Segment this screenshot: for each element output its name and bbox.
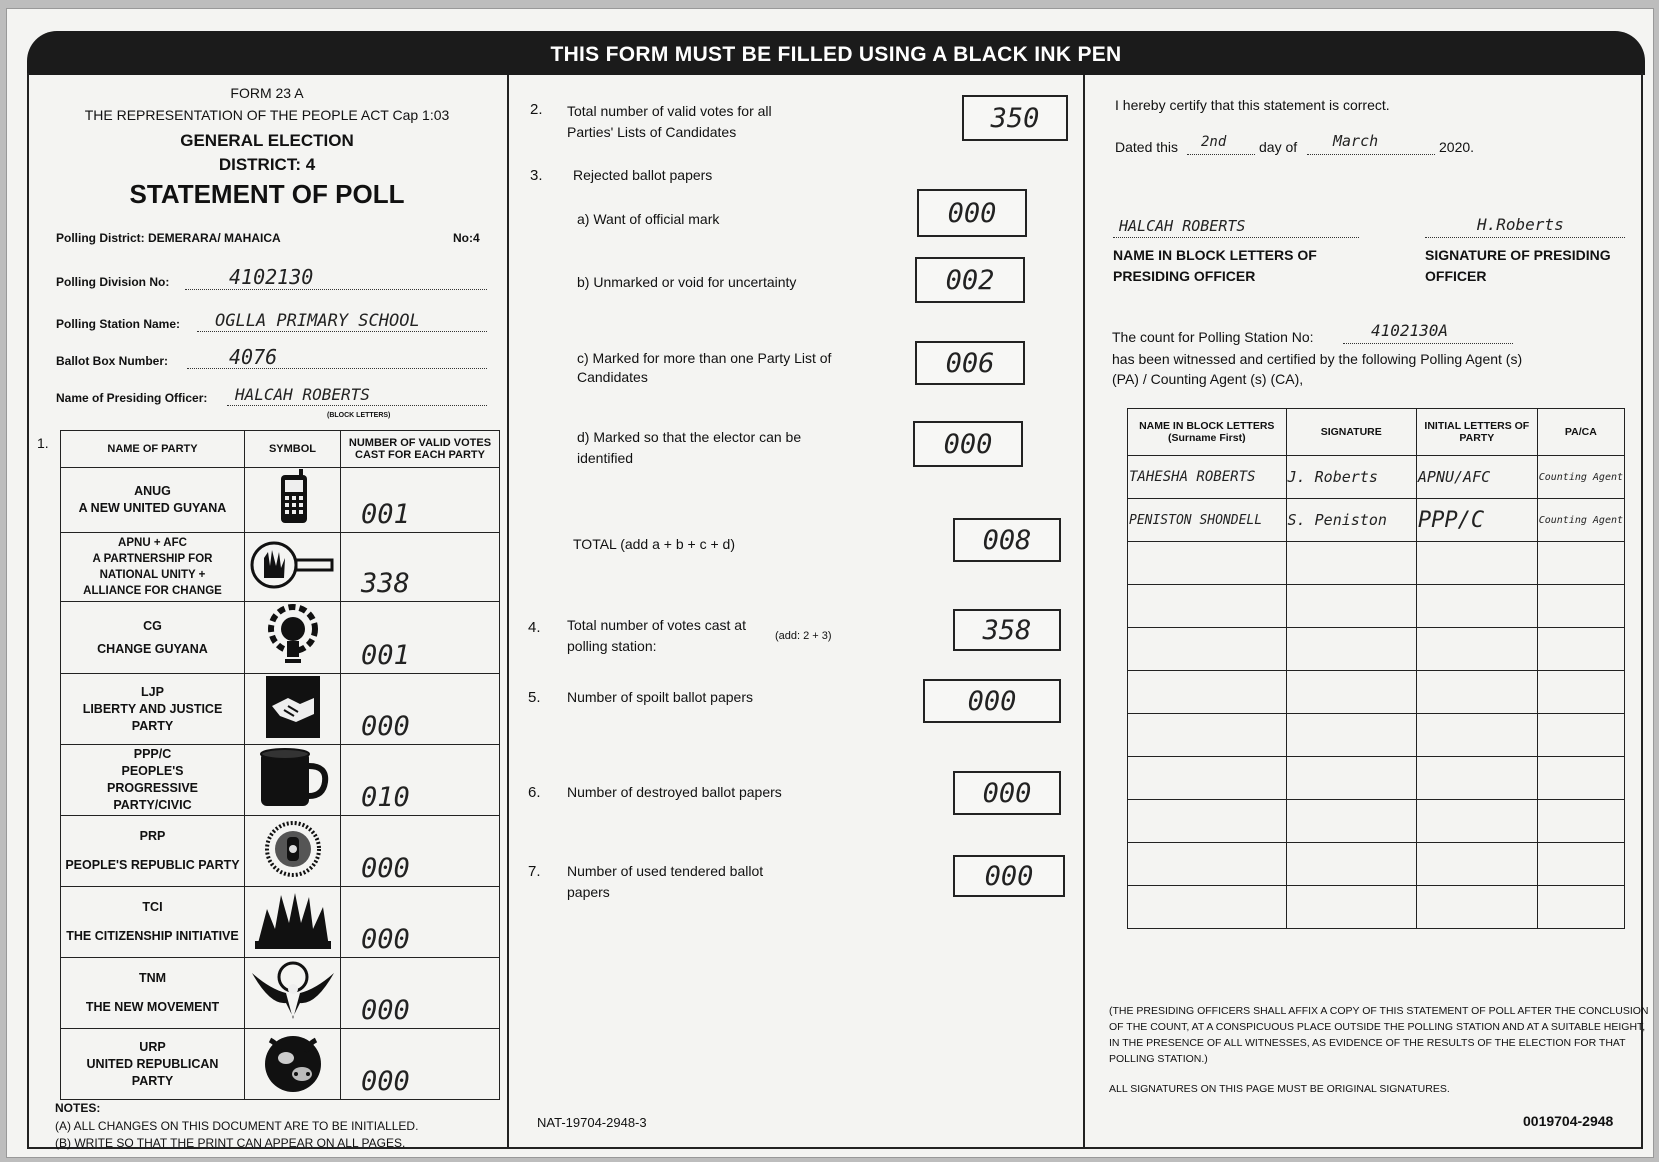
leaf-burst-icon — [245, 887, 341, 958]
statement-of-poll-sheet — [6, 8, 1654, 1158]
item-7-label: Number of used tendered ballot papers — [567, 863, 764, 900]
party-row — [61, 887, 500, 958]
rejected-b-value: 002 — [915, 257, 1025, 303]
item-6-number: 6. — [528, 784, 541, 801]
item-4-label: Total number of votes cast at polling station: — [567, 617, 746, 654]
rejected-a-label: a) Want of official mark — [577, 211, 720, 227]
item-3-label: Rejected ballot papers — [573, 167, 713, 183]
count-station-value: 4102130A — [1371, 321, 1449, 340]
rejected-c-value: 006 — [915, 341, 1025, 385]
party-votes: 000 — [361, 853, 410, 884]
rejected-c-label: c) Marked for more than one Party List of Candidates — [577, 350, 832, 385]
party-votes: 001 — [361, 640, 410, 671]
certify-statement: I hereby certify that this statement is correct. — [1115, 97, 1390, 113]
party-abbr: ANUG — [134, 484, 171, 498]
item-2-label: Total number of valid votes for all Parties' Lists of Candidates — [567, 103, 772, 140]
header-party-name: NAME OF PARTY — [61, 431, 245, 468]
party-row — [61, 816, 500, 887]
agent-row-empty — [1128, 671, 1625, 714]
agent-role: Counting Agent — [1537, 499, 1624, 542]
header-agent-role: PA/CA — [1537, 409, 1624, 456]
party-votes: 010 — [361, 782, 410, 813]
handshake-icon — [245, 674, 341, 745]
header-agent-name: NAME IN BLOCK LETTERS (Surname First) — [1128, 409, 1287, 456]
party-row — [61, 468, 500, 533]
party-votes: 000 — [361, 995, 410, 1026]
lightbulb-icon — [245, 602, 341, 674]
agent-row-empty — [1128, 628, 1625, 671]
election-type: GENERAL ELECTION — [180, 131, 354, 150]
section-1-number: 1. — [37, 435, 49, 451]
agent-row-empty — [1128, 843, 1625, 886]
document-reference: NAT-19704-2948-3 — [537, 1115, 647, 1130]
officer-name-label: NAME IN BLOCK LETTERS OF PRESIDING OFFICER — [1113, 247, 1317, 284]
cow-icon — [245, 1029, 341, 1100]
agent-party: APNU/AFC — [1416, 456, 1537, 499]
ballot-box-value: 4076 — [229, 345, 278, 369]
item-5-value: 000 — [923, 679, 1061, 723]
agent-signature: S. Peniston — [1286, 499, 1416, 542]
item-6-label: Number of destroyed ballot papers — [567, 784, 782, 800]
agent-row-empty — [1128, 757, 1625, 800]
lantern-sun-icon — [245, 816, 341, 887]
presiding-officer-label: Name of Presiding Officer: — [56, 391, 208, 405]
officer-signature-label: SIGNATURE OF PRESIDING OFFICER — [1425, 247, 1611, 284]
agents-table — [1127, 408, 1625, 929]
item-4-number: 4. — [528, 619, 541, 636]
dated-this-label: Dated this — [1115, 139, 1179, 155]
item-4-hint: (add: 2 + 3) — [775, 630, 832, 642]
form-number: FORM 23 A — [230, 85, 304, 101]
item-5-number: 5. — [528, 689, 541, 706]
party-name: THE NEW MOVEMENT — [85, 1000, 220, 1014]
note-a: (A) ALL CHANGES ON THIS DOCUMENT ARE TO BE INITIALLED. — [55, 1119, 419, 1133]
date-day: 2nd — [1201, 134, 1227, 150]
item-7-value: 000 — [953, 855, 1065, 897]
officer-signature-value: H.Roberts — [1477, 215, 1564, 234]
column-divider-left — [507, 75, 509, 1147]
party-name: UNITED REPUBLICAN PARTY — [86, 1056, 219, 1088]
header-valid-votes: NUMBER OF VALID VOTES CAST FOR EACH PARTY — [341, 431, 500, 468]
agent-row — [1128, 499, 1625, 542]
date-year: 2020. — [1439, 139, 1475, 155]
party-row — [61, 958, 500, 1029]
block-letters-note: (BLOCK LETTERS) — [327, 412, 391, 419]
rejected-a-value: 000 — [917, 189, 1027, 237]
party-abbr: TNM — [138, 971, 167, 985]
party-abbr: TCI — [142, 900, 163, 914]
party-row — [61, 745, 500, 816]
header-symbol: SYMBOL — [245, 431, 341, 468]
item-5-label: Number of spoilt ballot papers — [567, 689, 753, 705]
party-row — [61, 1029, 500, 1100]
item-2-number: 2. — [530, 101, 543, 118]
party-name: LIBERTY AND JUSTICE PARTY — [82, 701, 223, 733]
rejected-b-label: b) Unmarked or void for uncertainty — [577, 274, 797, 290]
rejected-total-label: TOTAL (add a + b + c + d) — [573, 536, 735, 552]
item-7-number: 7. — [528, 863, 541, 880]
polling-division-label: Polling Division No: — [56, 275, 170, 289]
party-abbr: PPP/C — [133, 747, 172, 761]
item-3-number: 3. — [530, 167, 543, 184]
original-signatures-note: ALL SIGNATURES ON THIS PAGE MUST BE ORIGINAL SIGNATURES. — [1109, 1083, 1450, 1095]
item-2-value: 350 — [962, 95, 1068, 141]
party-abbr: URP — [139, 1039, 166, 1054]
header-agent-signature: SIGNATURE — [1286, 409, 1416, 456]
party-votes: 000 — [361, 711, 410, 742]
party-abbr: APNU + AFC — [118, 537, 187, 549]
column-divider-right — [1083, 75, 1085, 1147]
agent-role: Counting Agent — [1537, 456, 1624, 499]
party-votes-table — [60, 430, 500, 1100]
party-name: A NEW UNITED GUYANA — [78, 501, 227, 515]
item-4-value: 358 — [953, 609, 1061, 651]
party-row — [61, 602, 500, 674]
agent-row-empty — [1128, 886, 1625, 929]
rejected-d-label: d) Marked so that the elector can be identified — [577, 429, 802, 466]
agents-table-header — [1128, 409, 1625, 456]
party-name: CHANGE GUYANA — [97, 641, 208, 656]
rejected-total-value: 008 — [953, 518, 1061, 562]
agent-name: PENISTON SHONDELL — [1128, 499, 1287, 542]
hand-key-icon — [245, 533, 341, 602]
cup-icon — [245, 745, 341, 816]
party-votes: 000 — [361, 924, 410, 955]
rejected-d-value: 000 — [913, 421, 1023, 467]
party-abbr: CG — [143, 618, 162, 633]
date-month: March — [1333, 132, 1379, 150]
agent-row-empty — [1128, 542, 1625, 585]
affix-note: (THE PRESIDING OFFICERS SHALL AFFIX A COPY OF THIS STATEMENT OF POLL AFTER THE CONCLUSION OF THE COUNT, AT A CONSPICUOUS PLACE OUTSIDE THE POLLING STATION AND AT A SUITABLE HEIGHT, IN THE PRESENCE OF ALL WITNESSES, AS EVIDENCE OF THE RESULTS OF THE ELECTION FOR THAT POLLING STATION.) — [1109, 1005, 1649, 1065]
station-name-value: OGLLA PRIMARY SCHOOL — [215, 311, 420, 331]
party-abbr: LJP — [141, 684, 164, 699]
polling-district-no: No:4 — [453, 231, 480, 245]
day-of-label: day of — [1259, 139, 1298, 155]
agent-signature: J. Roberts — [1286, 456, 1416, 499]
agent-party: PPP/C — [1416, 499, 1537, 542]
polling-district: Polling District: DEMERARA/ MAHAICA — [56, 231, 281, 245]
notes-title: NOTES: — [55, 1101, 101, 1115]
party-name: PEOPLE'S PROGRESSIVE PARTY/CIVIC — [107, 764, 198, 812]
witness-text: has been witnessed and certified by the following Polling Agent (s) (PA) / Counting Agent (s) (CA), — [1112, 351, 1523, 387]
polling-division-value: 4102130 — [229, 265, 314, 289]
agent-name: TAHESHA ROBERTS — [1128, 456, 1287, 499]
party-name: THE CITIZENSHIP INITIATIVE — [66, 929, 239, 943]
agent-row-empty — [1128, 714, 1625, 757]
agent-row — [1128, 456, 1625, 499]
eagle-icon — [245, 958, 341, 1029]
party-votes: 000 — [361, 1066, 410, 1097]
page-title: STATEMENT OF POLL — [129, 179, 405, 209]
phone-icon — [245, 468, 341, 533]
party-abbr: PRP — [139, 829, 166, 843]
agent-row-empty — [1128, 585, 1625, 628]
party-name: A PARTNERSHIP FOR NATIONAL UNITY + ALLIANCE FOR CHANGE — [83, 553, 222, 597]
header-agent-party: INITIAL LETTERS OF PARTY — [1416, 409, 1537, 456]
party-row — [61, 533, 500, 602]
note-b: (B) WRITE SO THAT THE PRINT CAN APPEAR ON ALL PAGES. — [55, 1136, 406, 1150]
district: DISTRICT: 4 — [218, 155, 316, 174]
party-votes: 001 — [361, 499, 410, 530]
act-reference: THE REPRESENTATION OF THE PEOPLE ACT Cap 1:03 — [84, 107, 450, 123]
ballot-box-label: Ballot Box Number: — [56, 354, 169, 368]
party-row — [61, 674, 500, 745]
party-votes: 338 — [361, 568, 410, 599]
party-name: PEOPLE'S REPUBLIC PARTY — [65, 858, 240, 872]
agent-row-empty — [1128, 800, 1625, 843]
station-name-label: Polling Station Name: — [56, 317, 181, 331]
presiding-officer-value: HALCAH ROBERTS — [235, 385, 370, 404]
black-ink-banner: THIS FORM MUST BE FILLED USING A BLACK INK PEN — [27, 31, 1645, 75]
item-6-value: 000 — [953, 771, 1061, 815]
officer-name-value: HALCAH ROBERTS — [1119, 217, 1246, 235]
party-table-header — [61, 431, 500, 468]
count-station-label: The count for Polling Station No: — [1112, 329, 1314, 345]
serial-number: 0019704-2948 — [1523, 1113, 1614, 1129]
